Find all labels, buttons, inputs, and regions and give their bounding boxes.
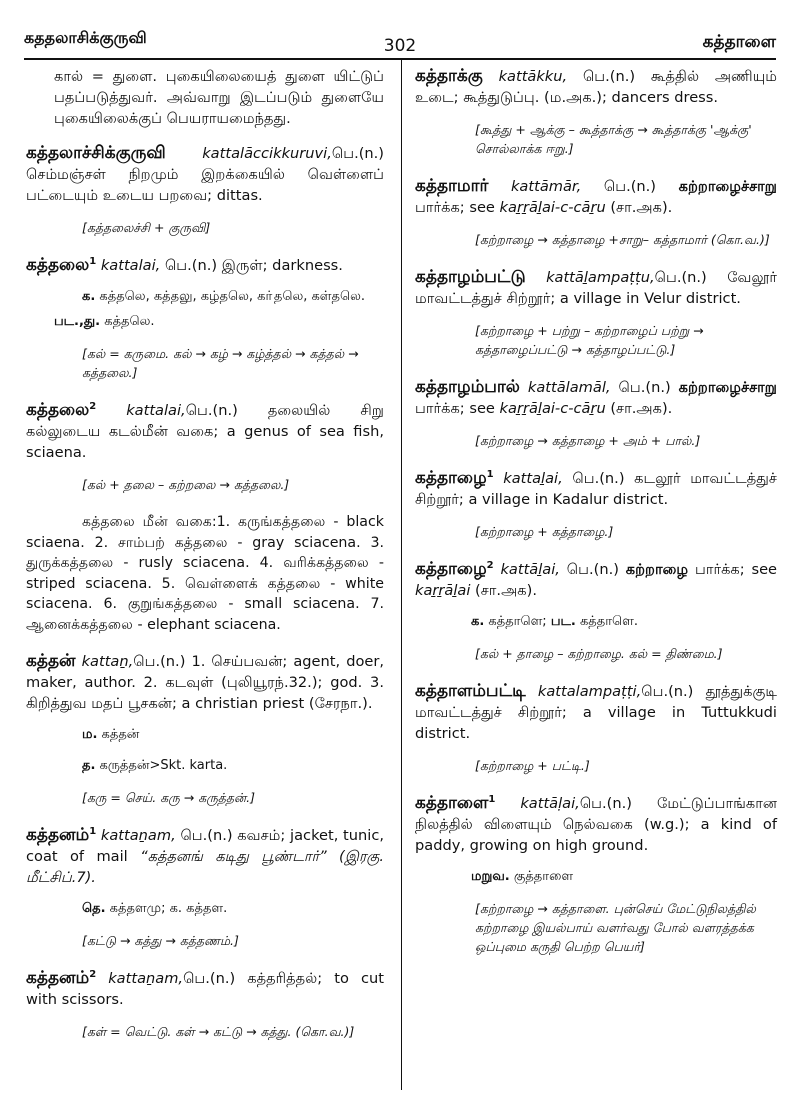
transliteration: kattālamāl, xyxy=(527,379,611,396)
headword: கத்தாழம்பட்டு xyxy=(415,267,526,287)
etymology: [கத்தலைச்சி + குருவி] xyxy=(82,220,211,235)
etymology: [கல் + தலை – கற்றலை → கத்தலை.] xyxy=(82,477,290,492)
left-column xyxy=(26,66,384,1059)
headword: கத்தலை xyxy=(26,400,90,420)
cognate-forms: கத்தாளெ. xyxy=(579,614,638,629)
dictionary-entry xyxy=(415,267,777,309)
etymology: [கற்றாழை + பட்டி.] xyxy=(475,758,590,773)
cognate-forms: கத்தளமு; க. கத்தள. xyxy=(109,901,228,916)
language-label: த. xyxy=(82,758,96,773)
definition: 1. செய்பவன்; agent, doer, maker, author. 2. கடவுள் (புலியூரந்.32.); god. 3. கிறித்துவ மதப் பூசகன்; a christian priest (சேரநா.). xyxy=(26,653,385,712)
dictionary-entry xyxy=(415,176,777,218)
cognate-forms: கத்தலெ. xyxy=(104,314,155,329)
definition: வேலூர் மாவட்டத்துச் சிற்றூர்; a village in Velur district. xyxy=(415,269,777,307)
headword: கத்தாக்கு xyxy=(415,66,483,86)
etymology: [கற்றாழை → கத்தாழை +சாறு– கத்தாமார் (கொ.வ.)] xyxy=(475,232,770,247)
part-of-speech: பெ.(n.) xyxy=(572,470,625,487)
part-of-speech: பெ.(n.) xyxy=(566,561,619,578)
language-label: பட. xyxy=(550,614,576,629)
transliteration: kattāmār, xyxy=(510,178,582,195)
definition: கவசம்; jacket, tunic, coat of mail xyxy=(26,827,384,865)
cognates xyxy=(82,724,384,745)
homonym-number: 1 xyxy=(486,469,494,481)
cross-reference: கற்றாழைச்சாறு xyxy=(678,178,777,195)
definition: இருள்; darkness. xyxy=(221,257,343,274)
transliteration: kattaṉam, xyxy=(100,827,176,844)
part-of-speech: பெ.(n.) xyxy=(618,379,671,396)
cognate-forms: கத்தாளெ; xyxy=(488,614,547,629)
page-header xyxy=(24,6,776,54)
cross-reference: கற்றாழை xyxy=(625,561,689,578)
see-transliteration: kaṟṟāḻai xyxy=(415,582,471,599)
etymology: [கற்றாழை + பற்று – கற்றாழைப் பற்று → கத்தாழைப்பட்டு → கத்தாழப்பட்டு.] xyxy=(475,323,704,357)
definition: பார்க்க; see xyxy=(694,561,778,578)
definition: பார்க்க; see xyxy=(415,199,495,216)
dictionary-entry xyxy=(415,66,777,108)
header-right-guide-word: கத்தாளை xyxy=(702,32,776,52)
language-label: மறுவ. xyxy=(471,869,510,884)
dictionary-entry xyxy=(415,793,777,856)
headword: கத்தலை xyxy=(26,255,90,275)
homonym-number: 1 xyxy=(89,826,97,838)
etymology: [கல் = கருமை. கல் → கழ் → கழ்த்தல் → கத்தல் → கத்தலை.] xyxy=(82,346,359,380)
transliteration: kattaṉ, xyxy=(81,653,134,670)
part-of-speech: பெ.(n.) xyxy=(185,402,238,419)
dictionary-entry xyxy=(26,825,384,888)
etymology: [கட்டு → கத்து → கத்தணம்.] xyxy=(82,933,239,948)
source-reference: (சா.அக). xyxy=(610,199,673,216)
definition: கத்தரித்தல்; to cut with scissors. xyxy=(26,970,384,1008)
transliteration: kattalampaṭṭi, xyxy=(537,683,642,700)
transliteration: kattāḻampaṭṭu, xyxy=(546,269,655,286)
cognates xyxy=(82,898,384,919)
cognate-forms: குத்தாளை xyxy=(513,869,574,884)
headword: கத்தன் xyxy=(26,651,76,671)
cognates xyxy=(82,755,384,776)
dictionary-entry xyxy=(26,255,384,276)
part-of-speech: பெ.(n.) xyxy=(654,269,707,286)
language-label: க. xyxy=(471,614,485,629)
definition: செம்மஞ்சள் நிறமும் இறக்கையில் வெள்ளைப் பட்டையும் உடைய பறவை; dittas. xyxy=(26,166,384,204)
transliteration: kattalai, xyxy=(126,402,186,419)
definition: மேட்டுப்பாங்கான நிலத்தில் விளையும் நெல்வகை (w.g.); a kind of paddy, growing on high ground. xyxy=(415,795,777,854)
dictionary-entry xyxy=(415,468,777,510)
etymology: [கூத்து + ஆக்கு – கூத்தாக்கு → கூத்தாக்கு 'ஆக்கு' சொல்லாக்க ஈறு.] xyxy=(475,122,752,156)
part-of-speech: பெ.(n.) xyxy=(133,653,186,670)
dictionary-entry xyxy=(26,400,384,463)
column-divider xyxy=(401,60,402,1090)
homonym-number: 1 xyxy=(488,794,496,806)
fish-types-list: கத்தலை மீன் வகை:1. கருங்கத்தலை - black sciaena. 2. சாம்பற் கத்தலை - gray sciacena. 3. துருக்கத்தலை - rusly sciacena. 4. வரிக்கத்தலை - striped sciacena. 5. வெள்ளைக் கத்தலை - white sciacena. 6. குறுங்கத்தலை - small sciacena. 7. ஆனைக்கத்தலை - elephant sciacena. xyxy=(26,514,384,633)
headword: கத்தாமார் xyxy=(415,176,489,196)
part-of-speech: பெ.(n.) xyxy=(641,683,694,700)
quotation: “கத்தனங் கடிது பூண்டார்” (இரகு. மீட்சிப்.7). xyxy=(26,848,385,886)
definition: பார்க்க; see xyxy=(415,400,495,417)
etymology: [கற்றாழை → கத்தாளை. புன்செய் மேட்டுநிலத்தில் கற்றாழை இயல்பாய் வளர்வது போல் வளரத்தக்க ஒப்புமை கருதி பெற்ற பெயர்] xyxy=(475,901,756,954)
header-left-guide-word: கததலாசிக்குருவி xyxy=(24,28,147,47)
part-of-speech: பெ.(n.) xyxy=(183,970,236,987)
dictionary-entry xyxy=(26,143,384,206)
language-label: பட.,து. xyxy=(54,314,101,329)
headword: கத்தனம் xyxy=(26,968,90,988)
transliteration: kattalai, xyxy=(100,257,161,274)
part-of-speech: பெ.(n.) xyxy=(582,68,636,85)
homonym-number: 2 xyxy=(486,560,494,572)
part-of-speech: பெ.(n.) xyxy=(331,145,384,162)
transliteration: kattalāccikkuruvi, xyxy=(202,145,332,162)
see-transliteration: kaṟṟāḻai-c-cāṟu xyxy=(499,400,606,417)
source-reference: (சா.அக). xyxy=(610,400,673,417)
cognates xyxy=(471,866,777,887)
cognate-forms: கத்தன் xyxy=(101,727,140,742)
part-of-speech: பெ.(n.) xyxy=(164,257,218,274)
cognates xyxy=(82,286,384,307)
transliteration: kattāḻai, xyxy=(500,561,560,578)
etymology: [கற்றாழை + கத்தாழை.] xyxy=(475,524,614,539)
etymology: [கற்றாழை → கத்தாழை + அம் + பால்.] xyxy=(475,433,701,448)
language-label: க. xyxy=(82,289,96,304)
headword: கத்தலாச்சிக்குருவி xyxy=(26,143,166,163)
definition: தூத்துக்குடி மாவட்டத்துச் சிற்றூர்; a village in Tuttukkudi district. xyxy=(415,683,777,742)
transliteration: kattaṉam, xyxy=(108,970,184,987)
header-rule xyxy=(24,58,776,60)
part-of-speech: பெ.(n.) xyxy=(579,795,632,812)
homonym-number: 2 xyxy=(89,969,97,981)
definition: தலையில் சிறு கல்லுடைய கடல்மீன் வகை; a genus of sea fish, sciaena. xyxy=(26,402,385,461)
headword: கத்தனம் xyxy=(26,825,90,845)
part-of-speech: பெ.(n.) xyxy=(180,827,233,844)
dictionary-entry xyxy=(26,968,384,1010)
part-of-speech: பெ.(n.) xyxy=(603,178,656,195)
transliteration: kattāḷai, xyxy=(520,795,580,812)
etymology: [கள் = வெட்டு. கள் → கட்டு → கத்து. (கொ.வ.)] xyxy=(82,1024,355,1039)
transliteration: kattaḻai, xyxy=(503,470,563,487)
cognate-forms: கருத்தன்>Skt. karta. xyxy=(99,758,228,773)
definition: கூத்தில் அணியும் உடை; கூத்துடுப்பு. (ம.அக.); dancers dress. xyxy=(415,68,778,106)
dictionary-entry xyxy=(415,681,777,744)
dictionary-entry xyxy=(415,559,777,601)
page-number: 302 xyxy=(383,36,417,56)
language-label: ம. xyxy=(82,727,98,742)
cross-reference: கற்றாழைச்சாறு xyxy=(678,379,778,396)
etymology: [கரு = செய். கரு → கருத்தன்.] xyxy=(82,790,256,805)
etymology: [கல் + தாழை – கற்றாழை. கல் = திண்மை.] xyxy=(475,646,723,661)
cognate-forms: கத்தலெ, கத்தலு, கழ்தலெ, கா்தலெ, கள்தலெ. xyxy=(99,289,366,304)
see-transliteration: kaṟṟāḻai-c-cāṟu xyxy=(499,199,606,216)
homonym-number: 1 xyxy=(89,256,97,268)
headword: கத்தாளை xyxy=(415,793,489,813)
cognates xyxy=(471,611,777,632)
cognates xyxy=(54,311,384,332)
headword: கத்தாழை xyxy=(415,468,487,488)
headword: கத்தாழை xyxy=(415,559,487,579)
dictionary-entry xyxy=(26,651,384,714)
dictionary-entry xyxy=(415,377,777,419)
source-reference: (சா.அக). xyxy=(475,582,537,599)
definition: கடலூர் மாவட்டத்துச் சிற்றூர்; a village in Kadalur district. xyxy=(415,470,777,508)
homonym-number: 2 xyxy=(89,401,97,413)
headword: கத்தாழம்பால் xyxy=(415,377,520,397)
language-label: தெ. xyxy=(82,901,106,916)
transliteration: kattākku, xyxy=(498,68,568,85)
right-column xyxy=(415,66,777,974)
intro-paragraph: கால் = துளை. புகையிலையைத் துளை யிட்டுப் பதப்படுத்துவர். அவ்வாறு இடப்படும் துளையே புகையிலைக்குப் பெயராயமைந்தது. xyxy=(54,68,384,127)
headword: கத்தாளம்பட்டி xyxy=(415,681,526,701)
